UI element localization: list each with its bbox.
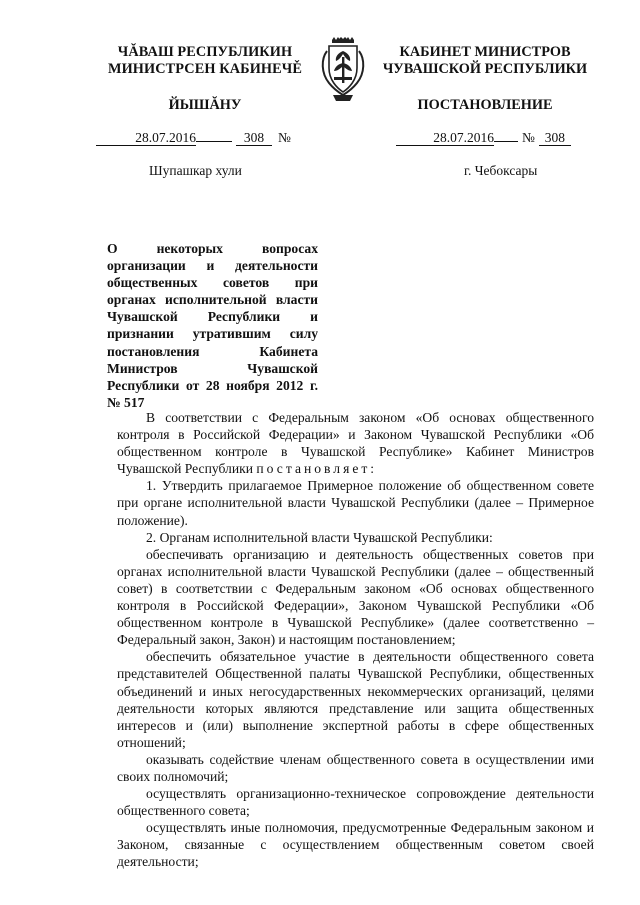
body-paragraph-intro [117, 409, 594, 477]
body-paragraph-1: 1. Утвердить прилагаемое Примерное положение об общественном совете при органе исполнительной власти Чувашской Республики (далее – Примерное положение). [117, 478, 594, 528]
right-date-number-row [396, 130, 571, 146]
left-date: 28.07.2016 [96, 130, 196, 146]
header-left-line2: МИНИСТРСЕН КАБИНЕЧĚ [107, 61, 303, 77]
body-paragraph-7: осуществлять иные полномочия, предусмотренные Федеральным законом и Законом, связанные с осуществлением общественным советом своей деятельности; [117, 820, 594, 870]
right-date: 28.07.2016 [396, 130, 494, 146]
intro-text: В соответствии с Федеральным законом «Об основах общественного контроля в Российской Федерации» и Законом Чувашской Республики «Об общественном контроле в Чувашской Республике» Кабинет Министров Чувашской Республики [117, 410, 594, 477]
header-left-org [96, 44, 314, 78]
body-paragraph-4: обеспечить обязательное участие в деятельности общественного совета представителей Общественной палаты Чувашской Республики, общественных объединений и иных негосударственных некоммерческих организаций, целями деятельности которых являются представление или защита общественных интересов и (или) выполнение экспертной работы в сфере общественных отношений; [117, 649, 594, 750]
left-number: 308 [236, 130, 272, 146]
body-paragraph-3: обеспечивать организацию и деятельность общественных советов при органах исполнительной власти Чувашской Республики (далее – общественный совет) в соответствии с Федеральным законом «Об основах общественного контроля в Российской Федерации», Законом Чувашской Республики «Об общественном контроле в Чувашской Республике» (далее соответственно – Федеральный закон, Закон) и настоящим постановлением; [117, 546, 594, 648]
document-body [117, 409, 594, 871]
left-date-number-row [96, 130, 291, 146]
right-city: г. Чебоксары [464, 163, 538, 178]
body-paragraph-6: осуществлять организационно-техническое сопровождение деятельности общественного совета; [117, 786, 594, 819]
right-number-sign: № [522, 130, 535, 145]
header-left-line1: ЧĂВАШ РЕСПУБЛИКИН [117, 44, 293, 60]
header-right-line2: ЧУВАШСКОЙ РЕСПУБЛИКИ [382, 61, 588, 77]
header-left-doc-type: ЙЫШĂНУ [168, 97, 242, 113]
left-city: Шупашкар хули [149, 163, 242, 178]
body-paragraph-2: 2. Органам исполнительной власти Чувашской Республики: [146, 529, 493, 545]
header-right-org [370, 44, 600, 78]
right-number: 308 [539, 130, 571, 146]
intro-verb: постановляет: [256, 461, 378, 477]
body-paragraph-5: оказывать содействие членам общественного совета в осуществлении ими своих полномочий; [117, 751, 594, 784]
chuvash-coat-of-arms-icon [319, 37, 367, 105]
document-title: О некоторых вопросах организации и деятельности общественных советов при органах исполнительной власти Чувашской Республики и признании утратившим силу постановления Кабинета Министров Чувашской Республики от 28 ноября 2012 г. № 517 [107, 241, 318, 410]
left-number-sign: № [278, 130, 291, 145]
header-right-doc-type: ПОСТАНОВЛЕНИЕ [417, 97, 553, 113]
header-right-line1: КАБИНЕТ МИНИСТРОВ [399, 44, 571, 60]
